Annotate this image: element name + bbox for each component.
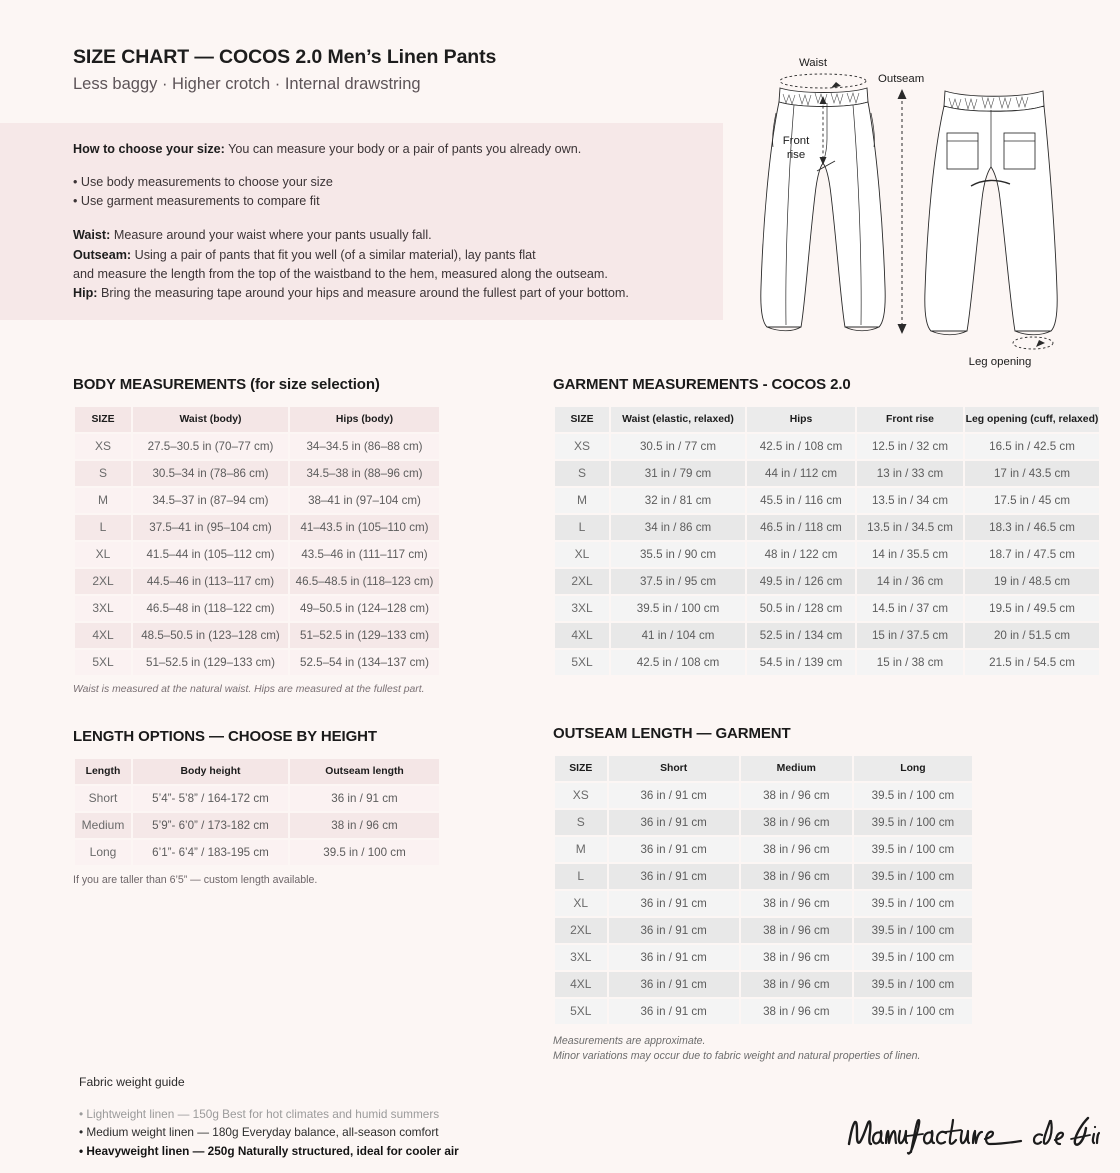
outseam-instruction-cont: and measure the length from the top of the waistband to the hem, measured along the outseam. (73, 266, 608, 281)
row-label-cell: 4XL (75, 623, 131, 648)
column-header-long: Long (854, 756, 972, 781)
table-cell: 38 in / 96 cm (741, 783, 852, 808)
row-label-cell: L (555, 864, 607, 889)
bullet-body-measurements: • Use body measurements to choose your size (73, 175, 333, 190)
table-cell: 38 in / 96 cm (741, 945, 852, 970)
row-label-cell: 3XL (75, 596, 131, 621)
table-cell: 39.5 in / 100 cm (854, 891, 972, 916)
table-cell: 20 in / 51.5 cm (965, 623, 1099, 648)
table-cell: 36 in / 91 cm (609, 810, 739, 835)
waist-instruction (73, 226, 705, 245)
table-cell: 41 in / 104 cm (611, 623, 745, 648)
column-header-hips: Hips (747, 407, 855, 432)
table-row (75, 542, 439, 567)
table-row (555, 945, 972, 970)
body-measurements-title: BODY MEASUREMENTS (for size selection) (73, 376, 380, 393)
waist-arrow-head (831, 82, 841, 88)
length-options-section (73, 729, 435, 887)
table-cell: 49–50.5 in (124–128 cm) (290, 596, 439, 621)
outseam-label: Outseam: (73, 247, 132, 262)
table-cell: 39.5 in / 100 cm (290, 840, 439, 865)
waist-text: Measure around your waist where your pants usually fall. (110, 228, 432, 243)
table-cell: 52.5 in / 134 cm (747, 623, 855, 648)
hip-instruction (73, 284, 705, 303)
table-cell: 13.5 in / 34 cm (857, 488, 963, 513)
table-cell: 39.5 in / 100 cm (854, 810, 972, 835)
row-label-cell: M (555, 837, 607, 862)
body-measurements-section (73, 377, 435, 697)
table-cell: 39.5 in / 100 cm (854, 837, 972, 862)
table-cell: 50.5 in / 128 cm (747, 596, 855, 621)
table-cell: 43.5–46 in (111–117 cm) (290, 542, 439, 567)
table-cell: 36 in / 91 cm (609, 999, 739, 1024)
table-cell: 38 in / 96 cm (741, 999, 852, 1024)
garment-measurements-section (553, 376, 1099, 677)
list-item: • Lightweight linen — 150g Best for hot climates and humid summers (79, 1107, 440, 1121)
table-row (555, 461, 1099, 486)
table-cell: 36 in / 91 cm (609, 945, 739, 970)
hip-text: Bring the measuring tape around your hips and measure around the fullest part of your bottom. (97, 285, 629, 300)
list-item: • Medium weight linen — 180g Everyday balance, all-season comfort (79, 1125, 439, 1140)
hip-label: Hip: (73, 285, 98, 300)
table-header-row (555, 407, 1099, 432)
table-cell: 42.5 in / 108 cm (611, 650, 745, 675)
table-cell: 34 in / 86 cm (611, 515, 745, 540)
table-cell: 46.5–48 in (118–122 cm) (133, 596, 288, 621)
page-header (73, 47, 713, 94)
table-cell: 51–52.5 in (129–133 cm) (133, 650, 288, 675)
row-label-cell: L (555, 515, 609, 540)
table-row (75, 596, 439, 621)
table-cell: 27.5–30.5 in (70–77 cm) (133, 434, 288, 459)
table-row (75, 569, 439, 594)
body-measurements-note: Waist is measured at the natural waist. Hips are measured at the fullest part. (73, 683, 425, 695)
table-cell: 42.5 in / 108 cm (747, 434, 855, 459)
table-cell: 21.5 in / 54.5 cm (965, 650, 1099, 675)
row-label-cell: S (75, 461, 131, 486)
row-label-cell: 5XL (75, 650, 131, 675)
table-row (555, 488, 1099, 513)
diagram-outseam-label: Outseam (878, 73, 925, 85)
garment-measurements-table (553, 405, 1101, 677)
outseam-length-note (553, 1034, 974, 1065)
table-cell: 51–52.5 in (129–133 cm) (290, 623, 439, 648)
table-cell: 38–41 in (97–104 cm) (290, 488, 439, 513)
table-cell: 18.7 in / 47.5 cm (965, 542, 1099, 567)
table-row (555, 650, 1099, 675)
row-label-cell: Short (75, 786, 131, 811)
table-cell: 30.5–34 in (78–86 cm) (133, 461, 288, 486)
table-row (75, 840, 439, 865)
row-label-cell: 3XL (555, 596, 609, 621)
garment-measurements-title: GARMENT MEASUREMENTS - COCOS 2.0 (553, 376, 851, 393)
column-header-size: SIZE (555, 756, 607, 781)
table-row (555, 596, 1099, 621)
how-to-choose-line (73, 140, 705, 159)
table-cell: 15 in / 38 cm (857, 650, 963, 675)
table-row (75, 623, 439, 648)
table-row (555, 918, 972, 943)
row-label-cell: XL (555, 891, 607, 916)
fabric-weight-guide (79, 1075, 509, 1160)
table-header-row (75, 759, 439, 784)
table-row (555, 999, 972, 1024)
table-cell: 36 in / 91 cm (609, 972, 739, 997)
waist-measure-ellipse (780, 74, 866, 88)
table-cell: 38 in / 96 cm (741, 810, 852, 835)
table-cell: 39.5 in / 100 cm (854, 864, 972, 889)
table-cell: 44 in / 112 cm (747, 461, 855, 486)
row-label-cell: XS (75, 434, 131, 459)
table-cell: 46.5–48.5 in (118–123 cm) (290, 569, 439, 594)
body-measurements-table (73, 405, 441, 677)
table-row (555, 783, 972, 808)
table-cell: 13.5 in / 34.5 cm (857, 515, 963, 540)
how-to-choose-text: You can measure your body or a pair of pants you already own. (224, 142, 582, 156)
list-item: • Heavyweight linen — 250g Naturally structured, ideal for cooler air (79, 1143, 459, 1158)
outseam-length-section (553, 726, 974, 1065)
column-header-leg-opening-cuff-relaxed: Leg opening (cuff, relaxed) (965, 407, 1099, 432)
table-cell: 41.5–44 in (105–112 cm) (133, 542, 288, 567)
column-header-waist-elastic-relaxed: Waist (elastic, relaxed) (611, 407, 745, 432)
column-header-hips-body: Hips (body) (290, 407, 439, 432)
table-cell: 39.5 in / 100 cm (611, 596, 745, 621)
how-to-choose-label: How to choose your size: (73, 142, 225, 156)
diagram-leg-opening-label: Leg opening (968, 356, 1032, 368)
table-cell: 13 in / 33 cm (857, 461, 963, 486)
how-to-measure-panel (0, 123, 723, 320)
row-label-cell: 2XL (75, 569, 131, 594)
table-cell: 38 in / 96 cm (741, 891, 852, 916)
table-cell: 36 in / 91 cm (609, 837, 739, 862)
table-cell: 36 in / 91 cm (609, 864, 739, 889)
column-header-size: SIZE (555, 407, 609, 432)
table-row (75, 786, 439, 811)
table-cell: 39.5 in / 100 cm (854, 918, 972, 943)
brand-signature (845, 1098, 1100, 1168)
table-header-row (555, 756, 972, 781)
table-cell: 39.5 in / 100 cm (854, 945, 972, 970)
fabric-weight-list (79, 1105, 509, 1160)
table-row (75, 515, 439, 540)
table-cell: 37.5–41 in (95–104 cm) (133, 515, 288, 540)
table-row (555, 542, 1099, 567)
row-label-cell: 4XL (555, 972, 607, 997)
table-cell: 19 in / 48.5 cm (965, 569, 1099, 594)
table-cell: 18.3 in / 46.5 cm (965, 515, 1099, 540)
table-cell: 39.5 in / 100 cm (854, 972, 972, 997)
page-title: SIZE CHART — COCOS 2.0 Men’s Linen Pants (73, 46, 497, 68)
table-cell: 34–34.5 in (86–88 cm) (290, 434, 439, 459)
waist-label: Waist: (73, 228, 111, 243)
table-cell: 45.5 in / 116 cm (747, 488, 855, 513)
row-label-cell: XL (75, 542, 131, 567)
outseam-text: Using a pair of pants that fit you well (of a similar material), lay pants flat (131, 247, 536, 262)
spacer (73, 159, 705, 173)
diagram-front-rise-label-1: Front (782, 135, 810, 147)
table-cell: 30.5 in / 77 cm (611, 434, 745, 459)
table-row (555, 972, 972, 997)
column-header-body-height: Body height (133, 759, 288, 784)
page-subtitle: Less baggy · Higher crotch · Internal drawstring (73, 75, 421, 94)
diagram-front-rise-label-2: rise (786, 149, 806, 161)
row-label-cell: 4XL (555, 623, 609, 648)
table-cell: 48 in / 122 cm (747, 542, 855, 567)
table-row (75, 461, 439, 486)
column-header-medium: Medium (741, 756, 852, 781)
table-row (75, 488, 439, 513)
diagram-waist-label: Waist (798, 57, 828, 69)
outseam-length-table (553, 754, 974, 1026)
row-label-cell: 3XL (555, 945, 607, 970)
table-cell: 37.5 in / 95 cm (611, 569, 745, 594)
table-header-row (75, 407, 439, 432)
outseam-note-line-2: Minor variations may occur due to fabric weight and natural properties of linen. (553, 1050, 921, 1063)
row-label-cell: 5XL (555, 999, 607, 1024)
column-header-outseam-length: Outseam length (290, 759, 439, 784)
column-header-size: SIZE (75, 407, 131, 432)
table-cell: 17 in / 43.5 cm (965, 461, 1099, 486)
row-label-cell: S (555, 461, 609, 486)
table-cell: 14 in / 36 cm (857, 569, 963, 594)
row-label-cell: 2XL (555, 918, 607, 943)
fabric-weight-guide-title: Fabric weight guide (79, 1075, 185, 1089)
table-cell: 14 in / 35.5 cm (857, 542, 963, 567)
row-label-cell: Long (75, 840, 131, 865)
table-cell: 17.5 in / 45 cm (965, 488, 1099, 513)
column-header-short: Short (609, 756, 739, 781)
how-to-measure-text (73, 140, 705, 303)
table-cell: 32 in / 81 cm (611, 488, 745, 513)
table-row (75, 813, 439, 838)
column-header-front-rise: Front rise (857, 407, 963, 432)
row-label-cell: XS (555, 434, 609, 459)
table-cell: 39.5 in / 100 cm (854, 999, 972, 1024)
table-cell: 49.5 in / 126 cm (747, 569, 855, 594)
row-label-cell: M (555, 488, 609, 513)
table-row (555, 434, 1099, 459)
table-cell: 34.5–37 in (87–94 cm) (133, 488, 288, 513)
leg-opening-measure-ellipse (1013, 337, 1053, 349)
table-row (75, 434, 439, 459)
table-cell: 16.5 in / 42.5 cm (965, 434, 1099, 459)
row-label-cell: 5XL (555, 650, 609, 675)
table-cell: 44.5–46 in (113–117 cm) (133, 569, 288, 594)
table-cell: 38 in / 96 cm (741, 837, 852, 862)
table-cell: 14.5 in / 37 cm (857, 596, 963, 621)
table-row (555, 515, 1099, 540)
bullet-garment-measurements: • Use garment measurements to compare fit (73, 194, 320, 209)
row-label-cell: XL (555, 542, 609, 567)
table-cell: 48.5–50.5 in (123–128 cm) (133, 623, 288, 648)
table-cell: 19.5 in / 49.5 cm (965, 596, 1099, 621)
spacer (73, 211, 705, 226)
pants-technical-drawing (745, 55, 1097, 373)
table-cell: 52.5–54 in (134–137 cm) (290, 650, 439, 675)
table-row (555, 837, 972, 862)
table-row (555, 569, 1099, 594)
length-options-table (73, 757, 441, 867)
row-label-cell: L (75, 515, 131, 540)
row-label-cell: Medium (75, 813, 131, 838)
outseam-note-line-1: Measurements are approximate. (553, 1034, 706, 1047)
table-cell: 34.5–38 in (88–96 cm) (290, 461, 439, 486)
table-cell: 12.5 in / 32 cm (857, 434, 963, 459)
table-row (555, 623, 1099, 648)
table-row (75, 650, 439, 675)
row-label-cell: M (75, 488, 131, 513)
table-cell: 36 in / 91 cm (609, 918, 739, 943)
column-header-length: Length (75, 759, 131, 784)
row-label-cell: XS (555, 783, 607, 808)
table-cell: 54.5 in / 139 cm (747, 650, 855, 675)
table-row (555, 810, 972, 835)
table-cell: 6’1”- 6’4” / 183-195 cm (133, 840, 288, 865)
row-label-cell: 2XL (555, 569, 609, 594)
table-cell: 38 in / 96 cm (290, 813, 439, 838)
table-cell: 5’9”- 6’0” / 173-182 cm (133, 813, 288, 838)
length-options-note: If you are taller than 6’5” — custom length available. (73, 873, 318, 886)
table-cell: 36 in / 91 cm (609, 783, 739, 808)
table-cell: 38 in / 96 cm (741, 918, 852, 943)
outseam-instruction (73, 246, 705, 265)
length-options-title: LENGTH OPTIONS — CHOOSE BY HEIGHT (73, 728, 377, 745)
table-row (555, 864, 972, 889)
table-row (555, 891, 972, 916)
table-cell: 36 in / 91 cm (290, 786, 439, 811)
row-label-cell: S (555, 810, 607, 835)
table-cell: 38 in / 96 cm (741, 972, 852, 997)
table-cell: 41–43.5 in (105–110 cm) (290, 515, 439, 540)
table-cell: 38 in / 96 cm (741, 864, 852, 889)
table-cell: 5’4”- 5’8” / 164-172 cm (133, 786, 288, 811)
table-cell: 36 in / 91 cm (609, 891, 739, 916)
table-cell: 35.5 in / 90 cm (611, 542, 745, 567)
table-cell: 15 in / 37.5 cm (857, 623, 963, 648)
outseam-length-title: OUTSEAM LENGTH — GARMENT (553, 725, 791, 742)
table-cell: 39.5 in / 100 cm (854, 783, 972, 808)
column-header-waist-body: Waist (body) (133, 407, 288, 432)
table-cell: 46.5 in / 118 cm (747, 515, 855, 540)
table-cell: 31 in / 79 cm (611, 461, 745, 486)
